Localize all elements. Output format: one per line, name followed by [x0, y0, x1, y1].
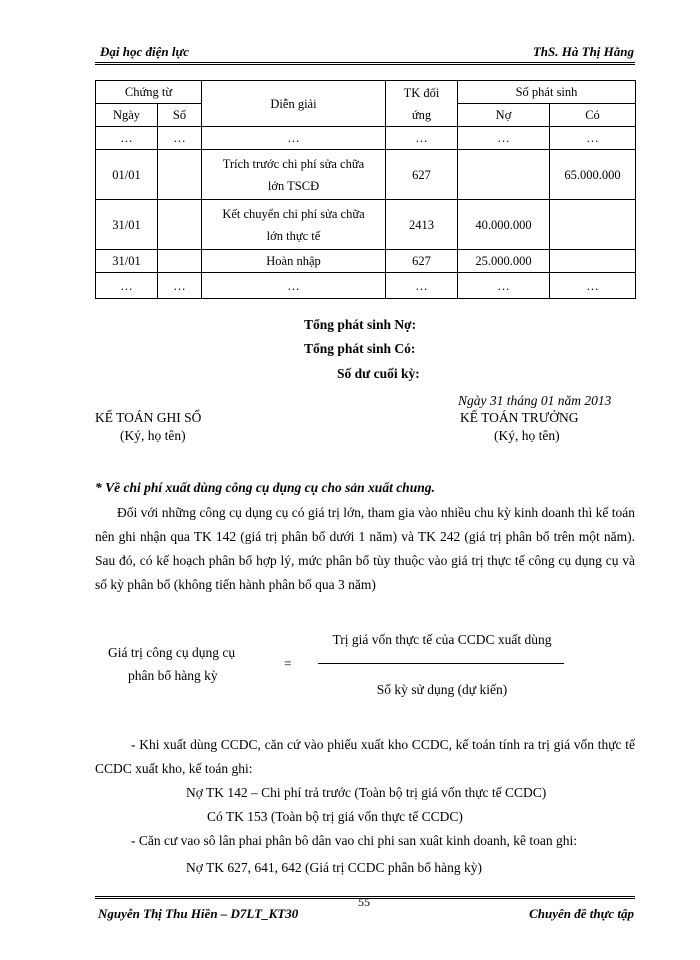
- table-row: [96, 200, 636, 250]
- cell-so: [158, 150, 202, 200]
- journal-entry-debit-627: Nợ TK 627, 641, 642 (Giá trị CCDC phân bổ hàng kỳ): [186, 860, 482, 875]
- col-so: Số: [158, 104, 202, 127]
- cell-no: [458, 150, 550, 200]
- section-heading: * Về chi phí xuất dùng công cụ dụng cụ cho sản xuất chung.: [95, 480, 435, 495]
- table-row-ellipsis-top: [96, 127, 636, 150]
- col-no: Nợ: [458, 104, 550, 127]
- cell-ellipsis: …: [96, 273, 158, 299]
- cell-co: 65.000.000: [550, 150, 636, 200]
- header-left: Đại học điện lực: [100, 44, 190, 59]
- cell-tk: 627: [386, 250, 458, 273]
- cell-ellipsis: …: [550, 273, 636, 299]
- col-tk-doi-label: TK đối: [403, 85, 440, 100]
- table-row-ellipsis-bottom: [96, 273, 636, 299]
- formula-numerator: Trị giá vốn thực tế của CCDC xuất dùng: [332, 632, 552, 647]
- chief-accountant-sign: (Ký, họ tên): [494, 428, 560, 443]
- cell-co: [550, 250, 636, 273]
- cell-tk: 627: [386, 150, 458, 200]
- total-debit-label: Tổng phát sinh Nợ:: [304, 317, 417, 332]
- cell-ellipsis: …: [386, 127, 458, 150]
- formula-left-line1: Giá trị công cụ dụng cụ: [108, 645, 236, 660]
- cell-tk: 2413: [386, 200, 458, 250]
- col-ngay: Ngày: [96, 104, 158, 127]
- closing-balance-label: Số dư cuối kỳ:: [337, 366, 420, 381]
- cell-ellipsis: …: [96, 127, 158, 150]
- bookkeeper-sign: (Ký, họ tên): [120, 428, 186, 443]
- table-row: [96, 250, 636, 273]
- formula-fraction-bar: [318, 663, 564, 664]
- col-tk-doi-ung: [386, 81, 458, 127]
- cell-dien-giai: [202, 200, 386, 250]
- cell-ngay: 31/01: [96, 200, 158, 250]
- cell-ellipsis: …: [458, 127, 550, 150]
- footer-left: Nguyễn Thị Thu Hiền – D7LT_KT30: [98, 906, 299, 921]
- total-credit-label: Tổng phát sinh Có:: [304, 341, 416, 356]
- page-number: 55: [358, 895, 370, 909]
- cell-ellipsis: …: [158, 127, 202, 150]
- footer-right: Chuyên đề thực tập: [529, 906, 634, 921]
- cell-dien-giai-line2: lớn thực tế: [266, 228, 321, 243]
- cell-dien-giai-line1: Kết chuyển chi phí sửa chữa: [222, 206, 365, 221]
- bookkeeper-title: KẾ TOÁN GHI SỔ: [95, 410, 202, 425]
- cell-dien-giai: [202, 150, 386, 200]
- col-dien-giai: Diễn giải: [202, 81, 386, 127]
- cell-dien-giai-line2: lớn TSCĐ: [267, 178, 320, 193]
- cell-ellipsis: …: [202, 273, 386, 299]
- col-chung-tu: Chứng từ: [96, 81, 202, 104]
- cell-ellipsis: …: [202, 127, 386, 150]
- paragraph-issue: - Khi xuất dùng CCDC, căn cứ vào phiếu xuất kho CCDC, kế toán tính ra trị giá vốn thực tế CCDC xuất kho, kế toán ghi:: [95, 737, 635, 776]
- col-so-phat-sinh: Số phát sinh: [458, 81, 636, 104]
- col-co: Có: [550, 104, 636, 127]
- cell-ellipsis: …: [550, 127, 636, 150]
- formula-left-line2: phân bổ hàng kỳ: [128, 668, 218, 683]
- cell-no: 25.000.000: [458, 250, 550, 273]
- cell-ngay: 31/01: [96, 250, 158, 273]
- table-header-row: [96, 81, 636, 104]
- paragraph-intro: Đối với những công cụ dụng cụ có giá trị lớn, tham gia vào nhiều chu kỳ kinh doanh thì kế toán nên ghi nhận qua TK 142 (giá trị phân bổ dưới 1 năm) và TK 242 (giá trị phân bổ trên một năm). Sau đó, có kế hoạch phân bổ hợp lý, mức phân bổ tùy thuộc vào giá trị thực tế công cụ dụng cụ và số kỳ phân bổ (không tiến hành phân bổ qua 3 năm): [95, 505, 635, 592]
- cell-ngay: 01/01: [96, 150, 158, 200]
- cell-ellipsis: …: [458, 273, 550, 299]
- cell-co: [550, 200, 636, 250]
- formula-equals: =: [284, 656, 292, 671]
- cell-so: [158, 200, 202, 250]
- chief-accountant-title: KẾ TOÁN TRƯỞNG: [460, 410, 579, 425]
- col-tk-ung-label: ứng: [411, 107, 432, 122]
- cell-so: [158, 250, 202, 273]
- cell-dien-giai-line1: Trích trước chi phí sửa chữa: [222, 156, 365, 171]
- formula-denominator: Số kỳ sử dụng (dự kiến): [376, 682, 508, 697]
- cell-dien-giai: Hoàn nhập: [202, 250, 386, 273]
- header-right: ThS. Hà Thị Hằng: [532, 44, 634, 59]
- cell-no: 40.000.000: [458, 200, 550, 250]
- journal-entry-credit-153: Có TK 153 (Toàn bộ trị giá vốn thực tế CCDC): [207, 809, 463, 824]
- paragraph-allocation: - Căn cư vao sô lân phai phân bô dân vao chi phi san xuât kinh doanh, kê toan ghi:: [131, 833, 577, 848]
- header-rule: [95, 62, 635, 65]
- cell-ellipsis: …: [386, 273, 458, 299]
- table-row: [96, 150, 636, 200]
- cell-ellipsis: …: [158, 273, 202, 299]
- signature-date: Ngày 31 tháng 01 năm 2013: [458, 393, 612, 408]
- ledger-table: [95, 80, 636, 299]
- journal-entry-debit-142: Nợ TK 142 – Chi phí trả trước (Toàn bộ trị giá vốn thực tế CCDC): [186, 785, 547, 800]
